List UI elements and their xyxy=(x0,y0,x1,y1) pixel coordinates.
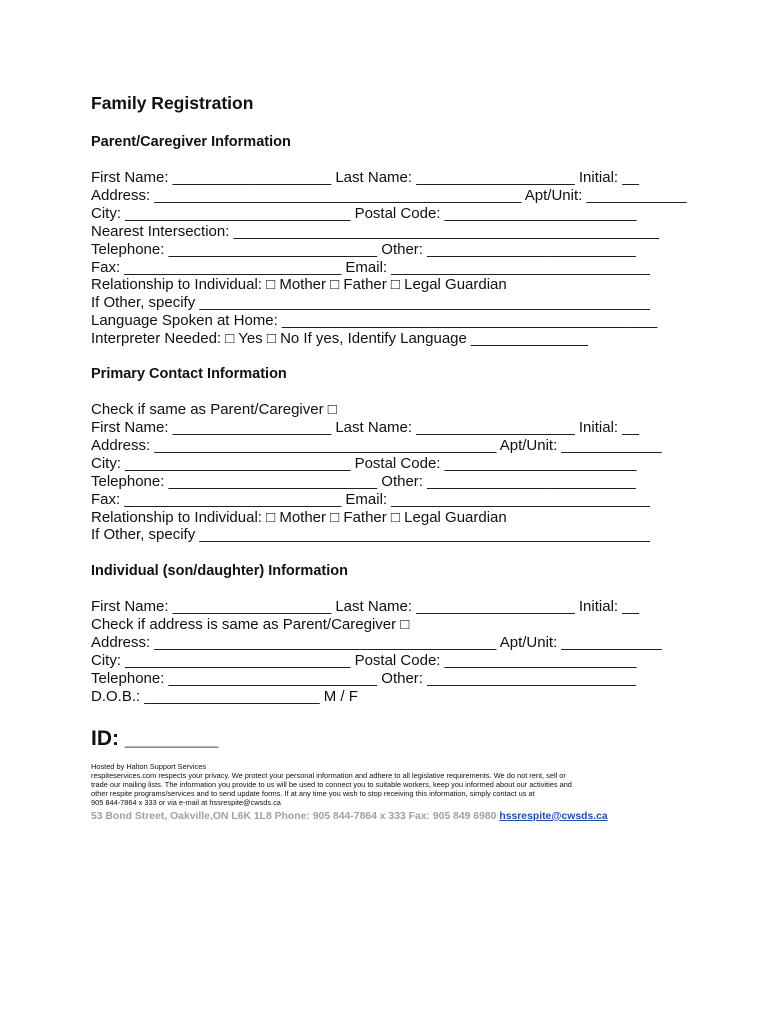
parent-city-line[interactable]: City: ___________________________ Postal Code: _______________________ xyxy=(91,204,637,222)
form-title: Family Registration xyxy=(91,93,254,113)
parent-name-line[interactable]: First Name: ___________________ Last Name: ___________________ Initial: __ xyxy=(91,169,639,186)
email-link[interactable]: hssrespite@cwsds.ca xyxy=(499,810,608,822)
individual-dob-line[interactable]: D.O.B.: _____________________ M / F xyxy=(91,687,358,705)
parent-other-specify-line[interactable]: If Other, specify ______________________________________________________ xyxy=(91,294,650,312)
address-text: 53 Bond Street, Oakville,ON L6K 1L8 Phone: 905 844-7864 x 333 Fax: 905 849 6980 xyxy=(91,810,497,822)
primary-fields xyxy=(91,401,691,544)
privacy-text-1: respiteservices.com respects your privacy. We protect your personal information and adhere to all legislative requirements. We do not rent, sell or xyxy=(91,770,566,780)
primary-other-specify-line[interactable]: If Other, specify ______________________________________________________ xyxy=(91,526,650,544)
primary-name-line[interactable]: First Name: ___________________ Last Name: ___________________ Initial: __ xyxy=(91,418,639,436)
parent-intersection-line[interactable]: Nearest Intersection: ___________________________________________________ xyxy=(91,222,660,240)
primary-fax-email-line[interactable]: Fax: __________________________ Email: _______________________________ xyxy=(91,490,650,508)
id-field[interactable]: ID: ________ xyxy=(91,726,219,750)
footer-notice xyxy=(91,762,591,807)
privacy-text-2: trade our mailing lists. The information you provide to us will be used to connect you to suitable workers, keep you informed about our activities and xyxy=(91,779,572,789)
primary-address-line[interactable]: Address: _________________________________________ Apt/Unit: ____________ xyxy=(91,436,662,454)
parent-language-line[interactable]: Language Spoken at Home: _____________________________________________ xyxy=(91,312,658,330)
individual-fields xyxy=(91,598,691,705)
registration-form xyxy=(91,92,691,824)
contact-address xyxy=(91,810,691,824)
primary-section-heading: Primary Contact Information xyxy=(91,366,287,383)
parent-fields xyxy=(91,169,691,348)
primary-relationship-line[interactable]: Relationship to Individual: □ Mother □ Father □ Legal Guardian xyxy=(91,508,507,526)
parent-address-line[interactable]: Address: ____________________________________________ Apt/Unit: ____________ xyxy=(91,186,687,204)
parent-telephone-line[interactable]: Telephone: _________________________ Other: _________________________ xyxy=(91,240,636,258)
individual-name-line[interactable]: First Name: ___________________ Last Name: ___________________ Initial: __ xyxy=(91,598,639,616)
privacy-text-3: other respite programs/services and to send update forms. If at any time you wish to stop receiving this information, simply contact us at xyxy=(91,788,535,798)
parent-fax-email-line[interactable]: Fax: __________________________ Email: _______________________________ xyxy=(91,258,650,276)
parent-relationship-line[interactable]: Relationship to Individual: □ Mother □ Father □ Legal Guardian xyxy=(91,276,507,294)
individual-same-address-line[interactable]: Check if address is same as Parent/Caregiver □ xyxy=(91,616,410,634)
individual-telephone-line[interactable]: Telephone: _________________________ Other: _________________________ xyxy=(91,669,636,687)
individual-section-heading: Individual (son/daughter) Information xyxy=(91,563,348,580)
parent-interpreter-line[interactable]: Interpreter Needed: □ Yes □ No If yes, Identify Language ______________ xyxy=(91,330,588,348)
privacy-text-4: 905 844-7864 x 333 or via e-mail at hssrespite@cwsds.ca xyxy=(91,797,281,807)
parent-section-heading: Parent/Caregiver Information xyxy=(91,134,291,150)
individual-city-line[interactable]: City: ___________________________ Postal Code: _______________________ xyxy=(91,652,637,670)
primary-city-line[interactable]: City: ___________________________ Postal Code: _______________________ xyxy=(91,454,637,472)
individual-address-line[interactable]: Address: _________________________________________ Apt/Unit: ____________ xyxy=(91,634,662,652)
primary-same-as-checkbox-line[interactable]: Check if same as Parent/Caregiver □ xyxy=(91,401,337,419)
hosted-by-text: Hosted by Halton Support Services xyxy=(91,761,207,771)
primary-telephone-line[interactable]: Telephone: _________________________ Other: _________________________ xyxy=(91,472,636,490)
